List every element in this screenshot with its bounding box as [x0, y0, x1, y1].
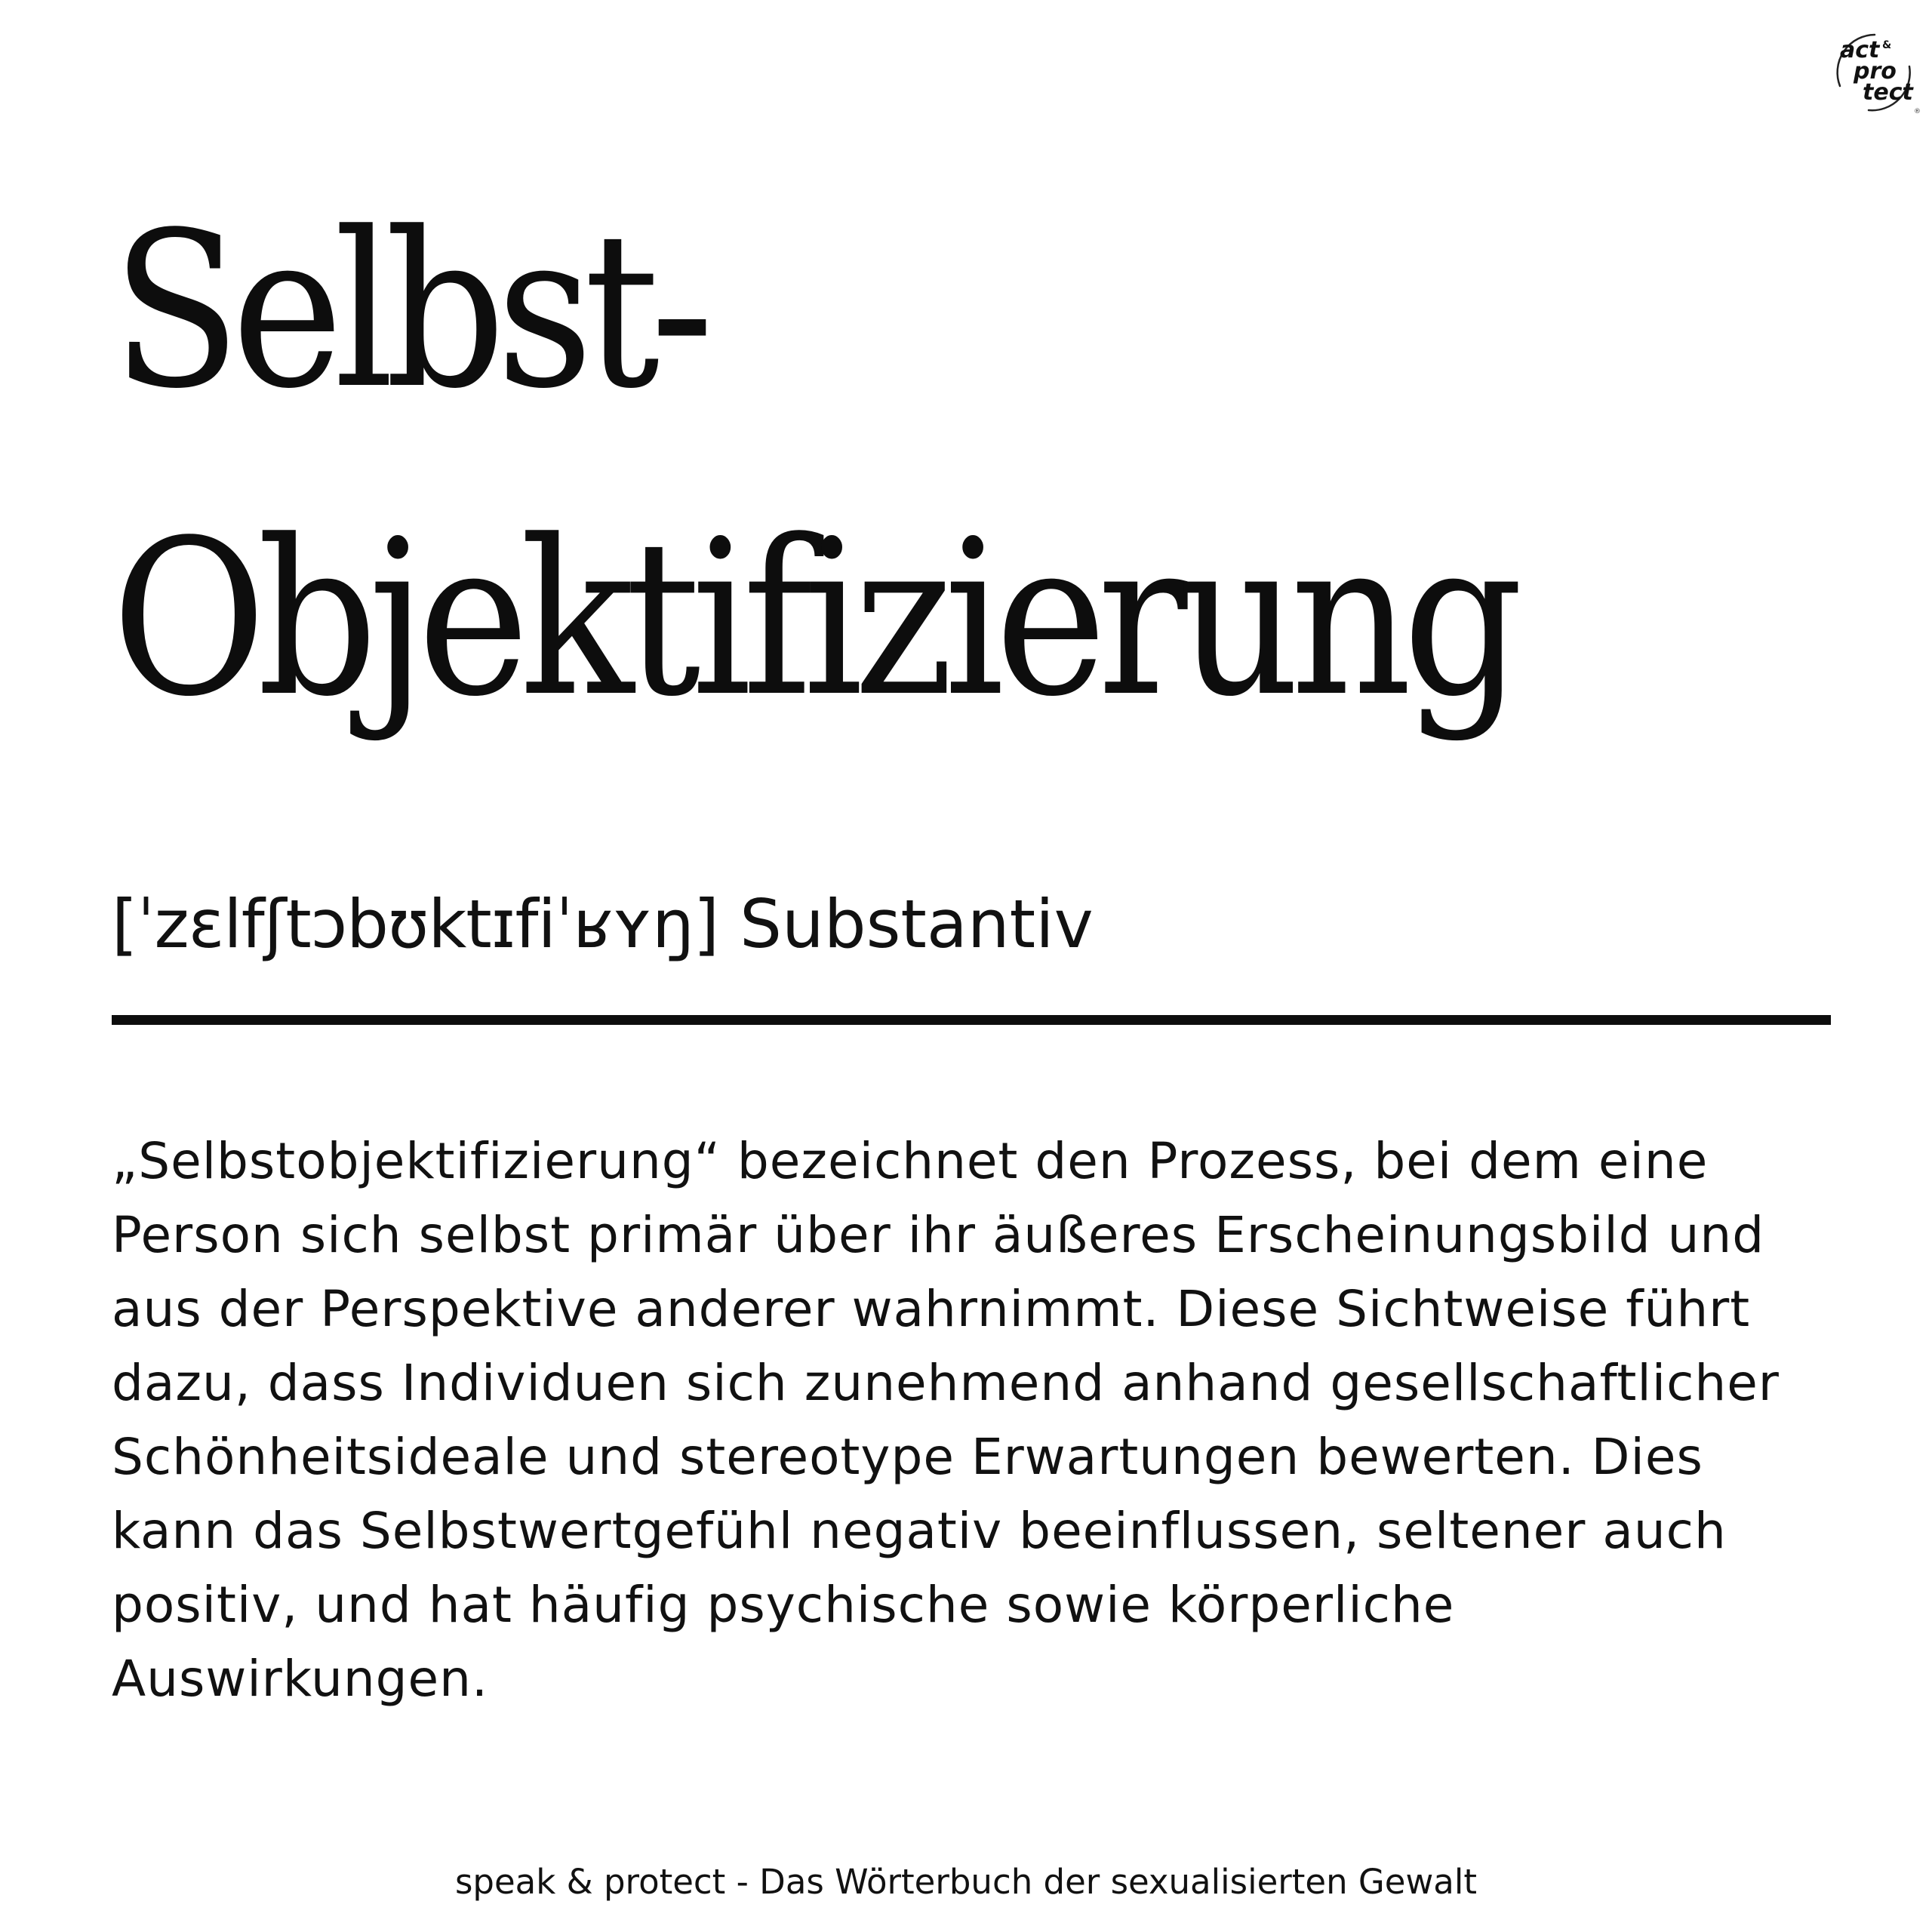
entry-title — [112, 157, 1639, 773]
footer-caption: speak & protect - Das Wörterbuch der sexualisierten Gewalt — [454, 1862, 1478, 1902]
logo-text-act: act — [1840, 37, 1880, 63]
divider-rule — [112, 1015, 1831, 1025]
logo-text-tect: tect — [1863, 79, 1913, 106]
word-class: Substantiv — [740, 885, 1094, 963]
entry-title-line-1: Selbst- — [112, 186, 705, 435]
act-and-protect-logo — [1825, 23, 1924, 122]
logo-text-pro: pro — [1854, 58, 1897, 85]
definition-text: „Selbstobjektifizierung“ bezeichnet den Prozess, bei dem eine Person sich selbst primär über ihr äußeres Erscheinungsbild und aus der Perspektive anderer wahrnimmt. Diese Sichtweise führt dazu, dass Individuen sich zunehmend anhand gesellschaftlicher Schönheitsideale und stereotype Erwartungen bewerten. Dies kann das Selbstwertgefühl negativ beeinflussen, seltener auch positiv, und hat häufig psychische sowie körperliche Auswirkungen. — [112, 1132, 1780, 1708]
pronunciation-line — [112, 883, 1094, 966]
entry-title-line-2: Objektifizierung — [112, 494, 1515, 743]
pronunciation: [ˈzɛlfʃtɔbʊktɪfiˈʁʏŋ] — [112, 885, 719, 963]
logo-registered-mark: ® — [1914, 108, 1921, 115]
logo-mark — [1825, 23, 1924, 122]
logo-text-amp: & — [1882, 39, 1892, 51]
